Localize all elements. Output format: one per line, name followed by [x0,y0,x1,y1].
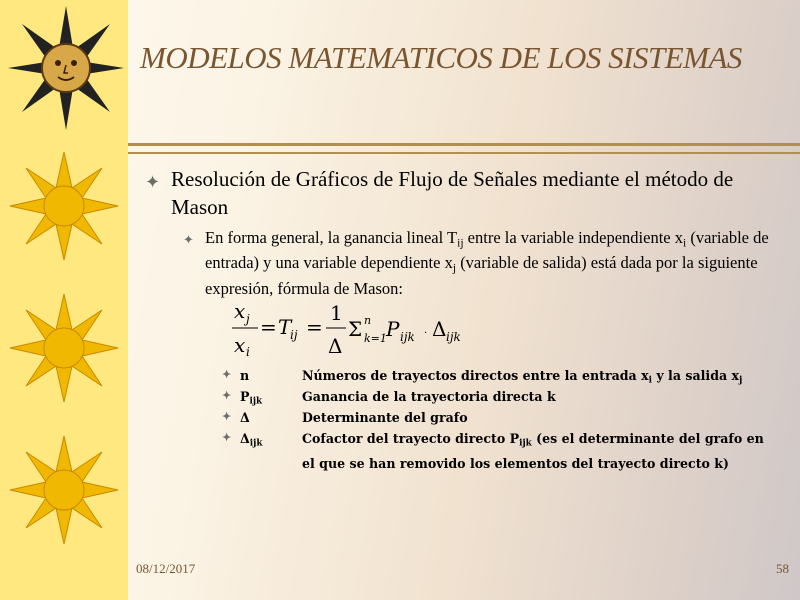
svg-text:ijk: ijk [400,330,415,344]
sun-icon [8,434,120,546]
svg-text:x: x [234,299,246,323]
definition-text: Ganancia de la trayectoria directa k [302,389,556,404]
sun-icon [8,150,120,262]
definition-symbol: $P_{ijk}$ [240,389,263,407]
star-bullet-icon: ✦ [183,232,194,247]
definition-row [222,408,782,429]
definition-row [222,429,782,469]
svg-text:k=1: k=1 [364,332,387,345]
definition-text: Números de trayectos directos entre la entrada $x_i$ y la salida $x_j$ [302,368,743,386]
svg-text:x: x [234,333,246,357]
svg-text:n: n [364,314,372,327]
svg-text:j: j [246,312,250,326]
svg-text:1: 1 [330,301,343,325]
slide-title: MODELOS MATEMATICOS DE LOS SISTEMAS [140,40,742,75]
bullet-level-2 [183,228,783,299]
svg-text:=: = [306,315,323,339]
svg-text:Δ: Δ [432,317,447,341]
star-bullet-icon: ✦ [222,389,232,402]
definition-text: Cofactor del trayecto directo $P_{ijk}$ (es el determinante del grafo en el que se han removido los elementos del trayecto directo k) [302,431,764,471]
svg-text:ij: ij [290,328,298,342]
svg-text:Σ: Σ [348,317,363,341]
svg-text:T: T [278,315,292,339]
sun-face-icon [4,2,124,134]
slide-number: 58 [776,561,789,576]
sun-icon [8,292,120,404]
star-bullet-icon: ✦ [222,431,232,444]
svg-text:i: i [246,345,250,359]
definition-text: Determinante del grafo [302,410,468,425]
svg-text:=: = [260,315,277,339]
bullet-1-text: Resolución de Gráficos de Flujo de Señales mediante el método de Mason [171,167,734,219]
star-bullet-icon: ✦ [145,172,161,192]
definition-row [222,387,782,408]
star-bullet-icon: ✦ [222,410,232,423]
svg-text:ijk: ijk [446,330,461,344]
bullet-level-1 [145,165,785,221]
bullet-2-text: En forma general, la ganancia lineal $T_{ij}$ entre la variable independiente $x_i$ (variable de entrada) y una variable dependiente $x_j$ (variable de salida) está dada por la siguiente expresión, fórmula de Mason: [205,228,769,298]
svg-text:Δ: Δ [328,334,343,358]
definition-row [222,366,782,387]
star-bullet-icon: ✦ [222,368,232,381]
definitions-list [222,366,782,469]
svg-text:P: P [386,317,400,341]
svg-text:·: · [424,328,428,339]
definition-symbol: $\Delta_{ijk}$ [240,431,263,449]
title-divider [128,143,800,160]
slide-date: 08/12/2017 [136,561,196,576]
definition-symbol: n [240,368,250,383]
definition-symbol: Δ [240,410,250,425]
mason-formula [230,296,490,360]
